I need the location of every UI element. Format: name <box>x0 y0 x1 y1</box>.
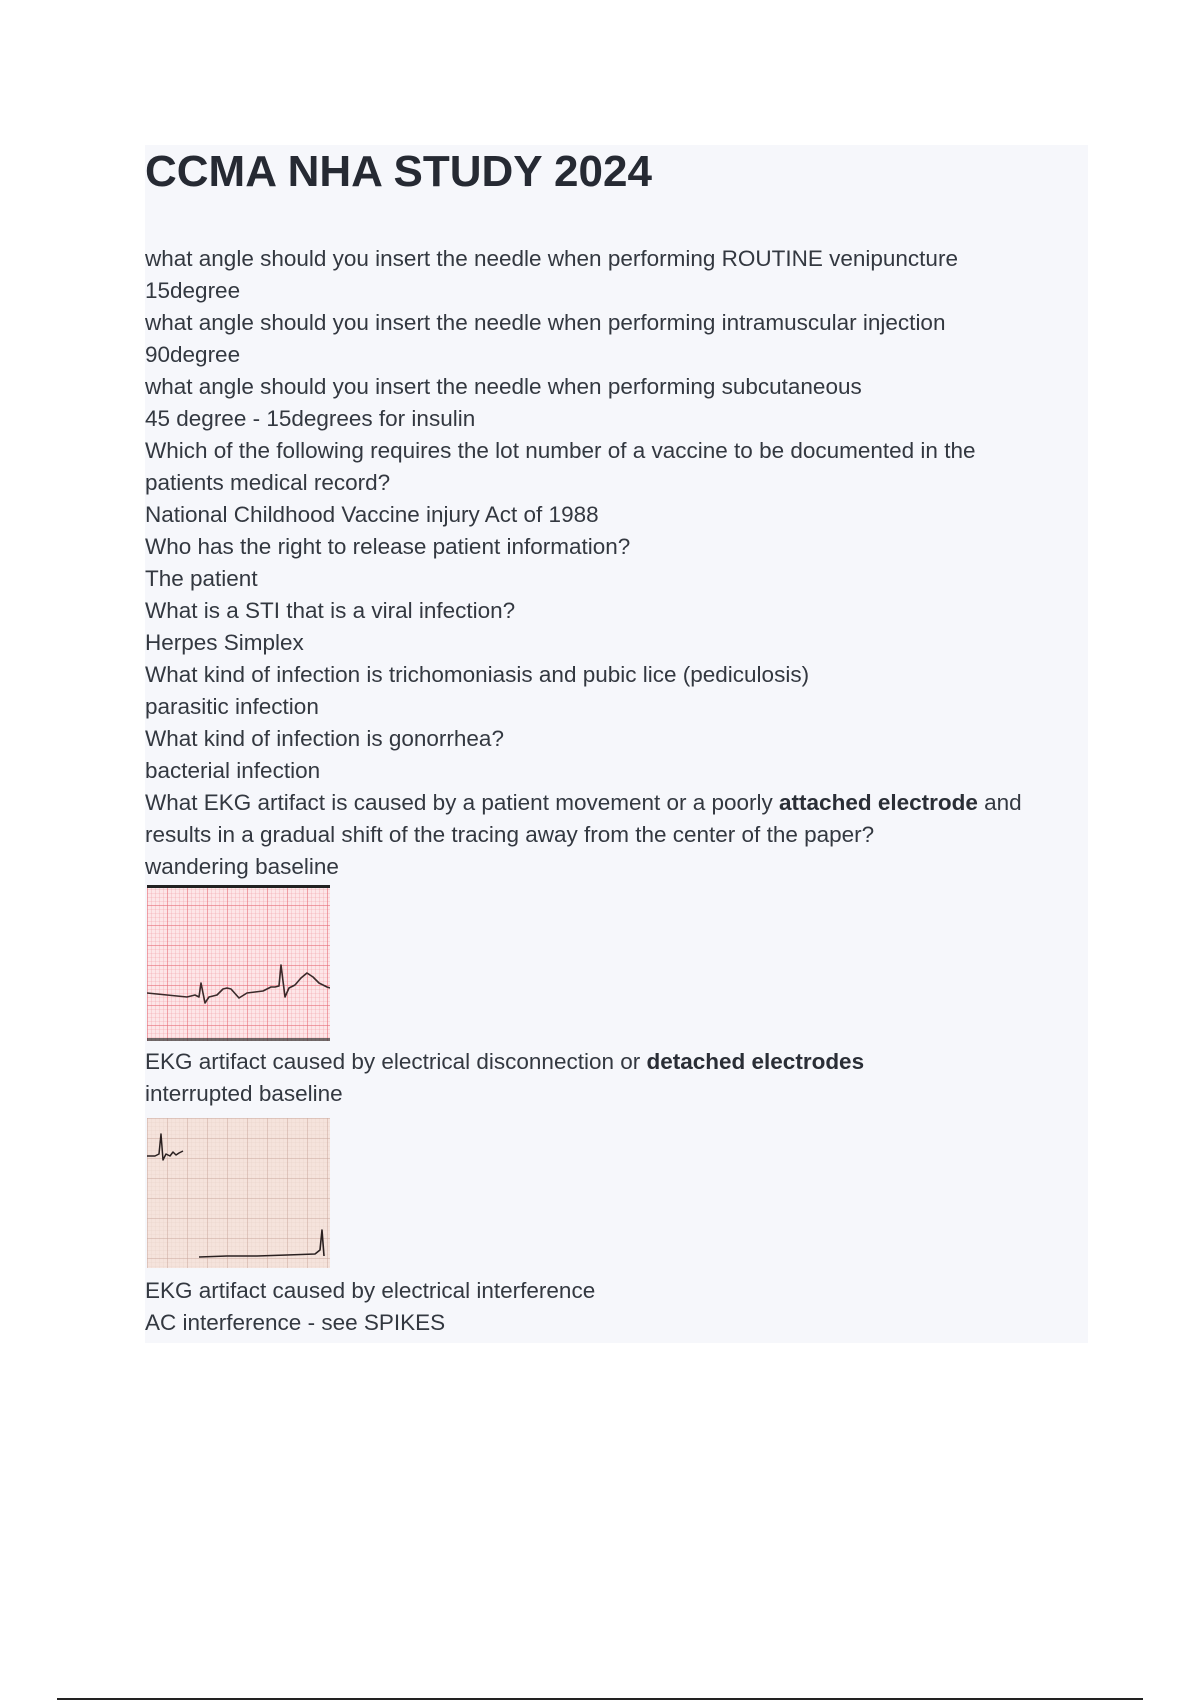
answer-parasitic: parasitic infection <box>145 694 319 719</box>
question-wandering-line1 <box>145 787 1095 819</box>
answer-vaccine-lot: National Childhood Vaccine injury Act of 1988 <box>145 502 599 527</box>
answer-wandering: wandering baseline <box>145 854 339 879</box>
ekg-interrupted-baseline-image <box>147 1118 330 1268</box>
question-vaccine-lot-line2: patients medical record? <box>145 470 391 495</box>
qa-interrupted <box>145 1046 864 1110</box>
answer-gonorrhea: bacterial infection <box>145 758 321 783</box>
question-viral-sti: What is a STI that is a viral infection? <box>145 598 516 623</box>
bold-term: attached electrode <box>779 790 978 815</box>
page-title: CCMA NHA STUDY 2024 <box>145 147 652 196</box>
ekg-wandering-baseline-image <box>147 885 330 1041</box>
answer-interrupted: interrupted baseline <box>145 1081 343 1106</box>
question-release-info: Who has the right to release patient information? <box>145 534 631 559</box>
answer-venipuncture-angle: 15degree <box>145 278 241 303</box>
answer-ac-interference: AC interference - see SPIKES <box>145 1310 446 1335</box>
answer-release-info: The patient <box>145 566 258 591</box>
question-wandering-line2: results in a gradual shift of the tracing away from the center of the paper? <box>145 822 875 847</box>
question-venipuncture-angle: what angle should you insert the needle when performing ROUTINE venipuncture <box>145 246 958 271</box>
question-text: What EKG artifact is caused by a patient movement or a poorly <box>145 790 780 815</box>
answer-viral-sti: Herpes Simplex <box>145 630 304 655</box>
qa-list <box>145 243 1095 883</box>
question-parasitic: What kind of infection is trichomoniasis and pubic lice (pediculosis) <box>145 662 810 687</box>
question-vaccine-lot-line1: Which of the following requires the lot number of a vaccine to be documented in the <box>145 438 976 463</box>
question-intramuscular-angle: what angle should you insert the needle when performing intramuscular injection <box>145 310 946 335</box>
question-interrupted <box>145 1046 864 1078</box>
question-subcutaneous-angle: what angle should you insert the needle when performing subcutaneous <box>145 374 862 399</box>
question-gonorrhea: What kind of infection is gonorrhea? <box>145 726 504 751</box>
question-ac-interference: EKG artifact caused by electrical interference <box>145 1278 596 1303</box>
bold-term: detached electrodes <box>646 1049 865 1074</box>
question-text: EKG artifact caused by electrical disconnection or <box>145 1049 647 1074</box>
qa-ac-interference <box>145 1275 595 1339</box>
answer-subcutaneous-angle: 45 degree - 15degrees for insulin <box>145 406 476 431</box>
answer-intramuscular-angle: 90degree <box>145 342 241 367</box>
question-text: and <box>977 790 1022 815</box>
